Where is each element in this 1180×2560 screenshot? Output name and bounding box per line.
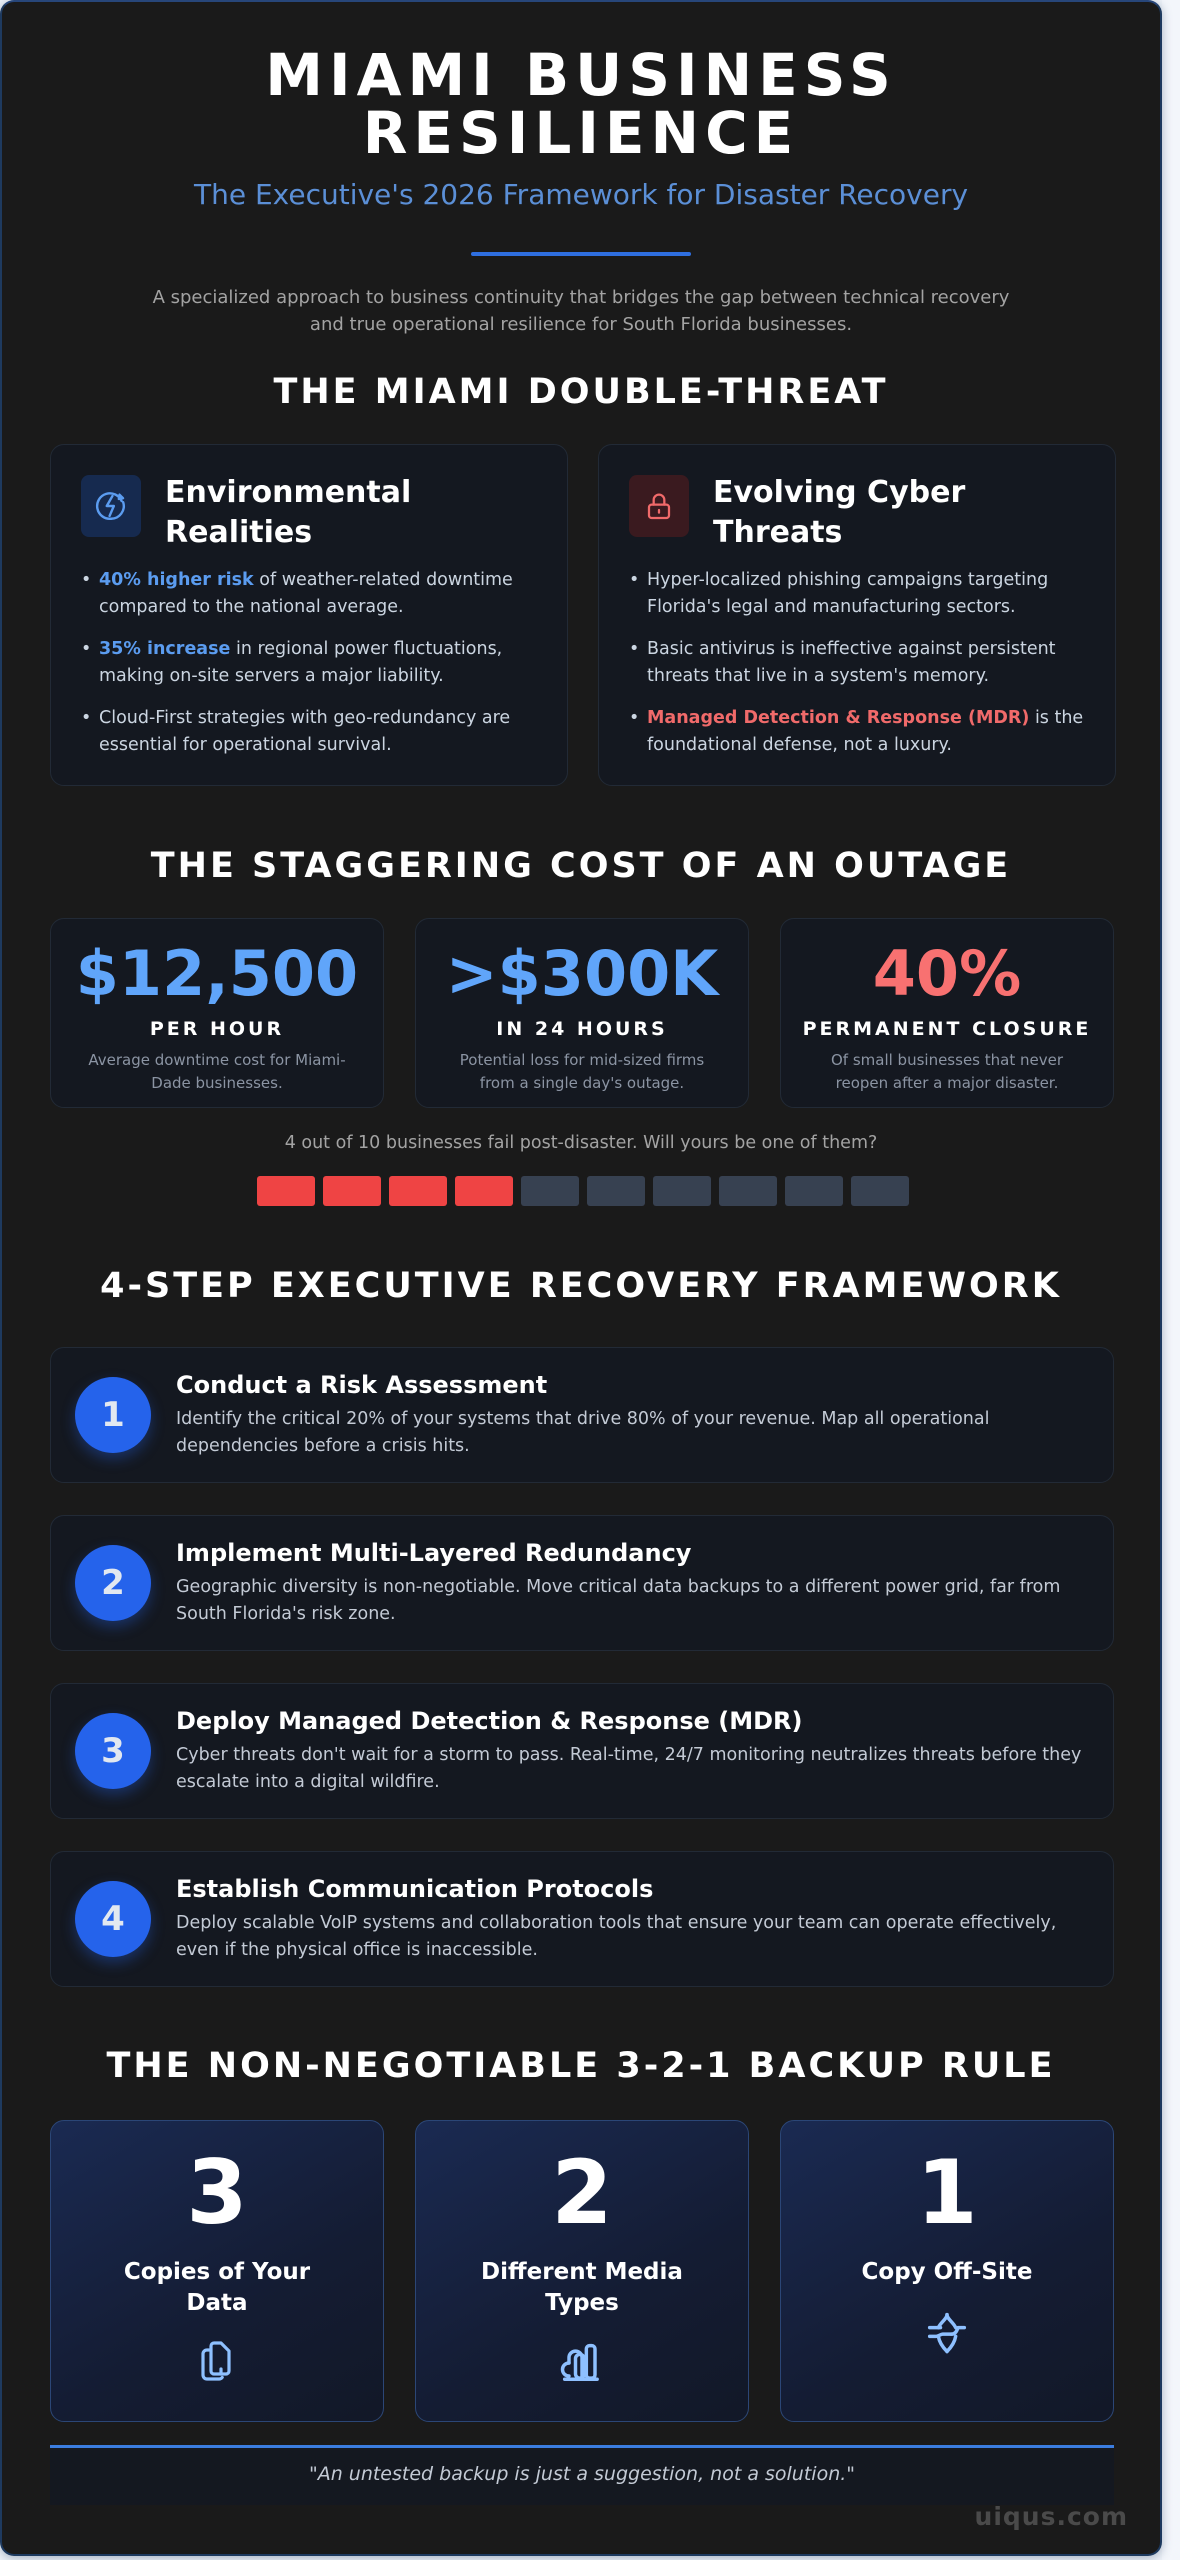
backup-card-media <box>415 2120 749 2422</box>
highlight-text: 40% higher risk <box>99 570 254 590</box>
threat-list-cyber <box>629 567 1085 759</box>
page-background-strip <box>1162 0 1180 2560</box>
stat-card-permanent-closure <box>780 918 1114 1108</box>
list-item <box>629 705 1085 759</box>
backup-label: Copies of Your Data <box>123 2259 311 2316</box>
storage-media-icon <box>416 2337 748 2389</box>
step-number-badge: 4 <box>75 1881 151 1957</box>
step-number-badge: 1 <box>75 1377 151 1453</box>
step-title: Conduct a Risk Assessment <box>176 1371 548 1399</box>
fail-square-failed <box>257 1176 315 1206</box>
storm-lightning-icon <box>81 475 141 537</box>
step-number-badge: 3 <box>75 1713 151 1789</box>
stat-description: Of small businesses that never reopen after a major disaster. <box>830 1051 1063 1092</box>
step-description: Cyber threats don't wait for a storm to pass. Real-time, 24/7 monitoring neutralizes threats before they escalate into a digital wildfire. <box>176 1745 1082 1792</box>
fail-rate-text: 4 out of 10 businesses fail post-disaster. Will yours be one of them? <box>284 1133 878 1153</box>
fail-rate-bar <box>257 1176 909 1206</box>
highlight-text: Managed Detection & Response (MDR) <box>647 708 1030 728</box>
item-text: Hyper-localized phishing campaigns targeting Florida's legal and manufacturing sectors. <box>647 570 1049 617</box>
watermark: uiqus.com <box>974 2502 1128 2531</box>
step-title: Establish Communication Protocols <box>176 1875 654 1903</box>
fail-square-survived <box>851 1176 909 1206</box>
fail-square-survived <box>719 1176 777 1206</box>
backup-label: Copy Off-Site <box>861 2259 1033 2285</box>
page-subtitle: The Executive's 2026 Framework for Disaster Recovery <box>193 178 969 211</box>
threat-title-line: Realities <box>165 515 313 550</box>
fail-square-failed <box>389 1176 447 1206</box>
header-divider <box>471 252 691 256</box>
section-title-backup-rule: THE NON-NEGOTIABLE 3-2-1 BACKUP RULE <box>106 2046 1056 2086</box>
fail-square-survived <box>521 1176 579 1206</box>
title-line-1: MIAMI BUSINESS <box>265 41 897 109</box>
stat-card-per-hour <box>50 918 384 1108</box>
stat-value: $12,500 <box>75 937 359 1010</box>
page-title <box>2 41 1160 167</box>
stat-card-24-hours <box>415 918 749 1108</box>
threat-title-environmental <box>165 473 411 553</box>
step-card-3 <box>50 1683 1114 1819</box>
step-description: Geographic diversity is non-negotiable. Move critical data backups to a different power grid, far from South Florida's risk zone. <box>176 1577 1061 1624</box>
backup-card-offsite <box>780 2120 1114 2422</box>
step-card-1 <box>50 1347 1114 1483</box>
threat-title-line: Environmental <box>165 475 412 510</box>
section-title-framework: 4-STEP EXECUTIVE RECOVERY FRAMEWORK <box>100 1266 1062 1306</box>
item-text: in regional power fluctuations, making on-site servers a major liability. <box>99 639 503 686</box>
threat-list-environmental <box>81 567 537 759</box>
offsite-sync-icon <box>781 2306 1113 2358</box>
fail-square-survived <box>587 1176 645 1206</box>
section-title-outage-cost: THE STAGGERING COST OF AN OUTAGE <box>150 846 1012 886</box>
step-description: Deploy scalable VoIP systems and collaboration tools that ensure your team can operate effectively, even if the physical office is inaccessible. <box>176 1913 1057 1960</box>
list-item <box>81 567 537 621</box>
fail-square-failed <box>323 1176 381 1206</box>
list-item <box>81 636 537 690</box>
backup-label: Different Media Types <box>481 2259 683 2316</box>
stat-description: Potential loss for mid-sized firms from a single day's outage. <box>459 1051 705 1092</box>
stat-value: >$300K <box>445 937 719 1010</box>
backup-number: 2 <box>551 2141 613 2244</box>
step-card-4 <box>50 1851 1114 1987</box>
list-item <box>629 567 1085 621</box>
threat-card-cyber <box>598 444 1116 786</box>
step-card-2 <box>50 1515 1114 1651</box>
highlight-text: 35% increase <box>99 639 231 659</box>
step-description: Identify the critical 20% of your systems that drive 80% of your revenue. Map all operational dependencies before a crisis hits. <box>176 1409 990 1456</box>
threat-title-cyber <box>713 473 965 553</box>
stat-description: Average downtime cost for Miami-Dade businesses. <box>88 1051 346 1092</box>
step-title: Deploy Managed Detection & Response (MDR) <box>176 1707 803 1735</box>
item-text: is the foundational defense, not a luxury. <box>647 708 1084 755</box>
list-item <box>629 636 1085 690</box>
threat-card-environmental <box>50 444 568 786</box>
threat-title-line: Threats <box>713 515 843 550</box>
quote-text: "An untested backup is just a suggestion, not a solution." <box>308 2463 856 2485</box>
stat-value: 40% <box>872 937 1022 1010</box>
fail-square-survived <box>653 1176 711 1206</box>
step-number-badge: 2 <box>75 1545 151 1621</box>
backup-number: 3 <box>186 2141 248 2244</box>
intro-line-1: A specialized approach to business continuity that bridges the gap between technical recovery <box>152 287 1010 308</box>
header <box>2 41 1160 338</box>
lock-icon <box>629 475 689 537</box>
fail-square-failed <box>455 1176 513 1206</box>
item-text: Cloud-First strategies with geo-redundancy are essential for operational survival. <box>99 708 511 755</box>
stat-label: PER HOUR <box>149 1018 285 1040</box>
list-item <box>81 705 537 759</box>
stat-label: IN 24 HOURS <box>496 1018 668 1040</box>
intro-text <box>141 284 1021 338</box>
backup-card-copies <box>50 2120 384 2422</box>
copy-files-icon <box>51 2337 383 2385</box>
quote-box <box>50 2445 1114 2505</box>
item-text: Basic antivirus is ineffective against persistent threats that live in a system's memory. <box>647 639 1056 686</box>
title-line-2: RESILIENCE <box>362 99 800 167</box>
step-title: Implement Multi-Layered Redundancy <box>176 1539 692 1567</box>
backup-number: 1 <box>916 2141 978 2244</box>
section-title-double-threat: THE MIAMI DOUBLE-THREAT <box>273 372 889 412</box>
stat-label: PERMANENT CLOSURE <box>802 1018 1092 1040</box>
fail-square-survived <box>785 1176 843 1206</box>
intro-line-2: and true operational resilience for South Florida businesses. <box>309 314 853 335</box>
threat-title-line: Evolving Cyber <box>713 475 966 510</box>
item-text: of weather-related downtime compared to the national average. <box>99 570 513 617</box>
